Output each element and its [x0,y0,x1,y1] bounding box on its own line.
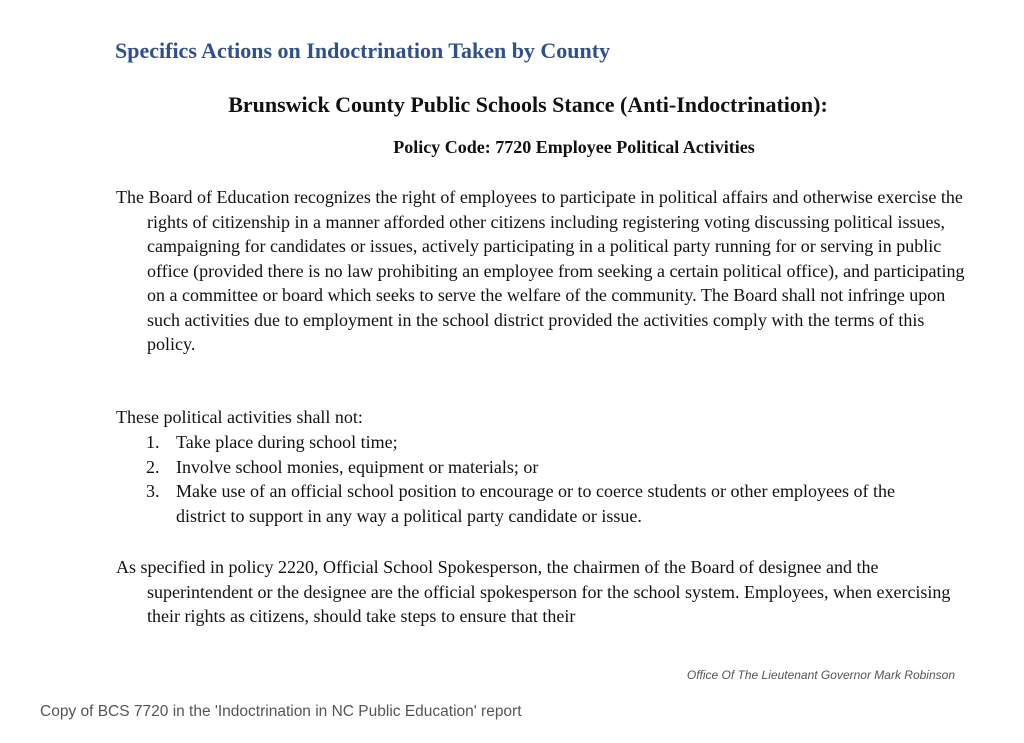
list-item-number: 1. [146,432,160,452]
list-item-text: Take place during school time; [176,432,398,452]
rules-intro: These political activities shall not: [116,407,363,427]
policy-paragraph-3: As specified in policy 2220, Official School Spokesperson, the chairmen of the Board of designee and the superintendent or the designee are the official spokesperson for the school system. Employees, when exercising their rights as citizens, should take steps to ensure that their [116,557,951,626]
list-item-text: Make use of an official school position to encourage or to coerce students or other employees of the district to support in any way a political party candidate or issue. [176,481,895,526]
rules-list [146,430,946,528]
policy-paragraph-1: The Board of Education recognizes the right of employees to participate in political affairs and otherwise exercise the rights of citizenship in a manner afforded other citizens including registering voting discussing political issues, campaigning for candidates or issues, actively participating in a political party running for or serving in public office (provided there is no law prohibiting an employee from seeking a certain political office), and participating on a committee or board which seeks to serve the welfare of the community. The Board shall not infringe upon such activities due to employment in the school district provided the activities comply with the terms of this policy. [116,187,965,354]
image-caption: Copy of BCS 7720 in the 'Indoctrination in NC Public Education' report [40,703,522,720]
list-item [146,430,946,455]
policy-code: Policy Code: 7720 Employee Political Activities [393,137,755,157]
list-item-number: 2. [146,456,160,477]
list-item [146,455,946,480]
section-heading: Specifics Actions on Indoctrination Taken by County [115,38,611,63]
photo-credit: Office Of The Lieutenant Governor Mark Robinson [686,668,955,682]
list-item [146,479,946,528]
list-item-text: Involve school monies, equipment or materials; or [176,456,539,477]
list-item-number: 3. [146,481,160,501]
stance-title: Brunswick County Public Schools Stance (Anti-Indoctrination): [228,92,828,117]
